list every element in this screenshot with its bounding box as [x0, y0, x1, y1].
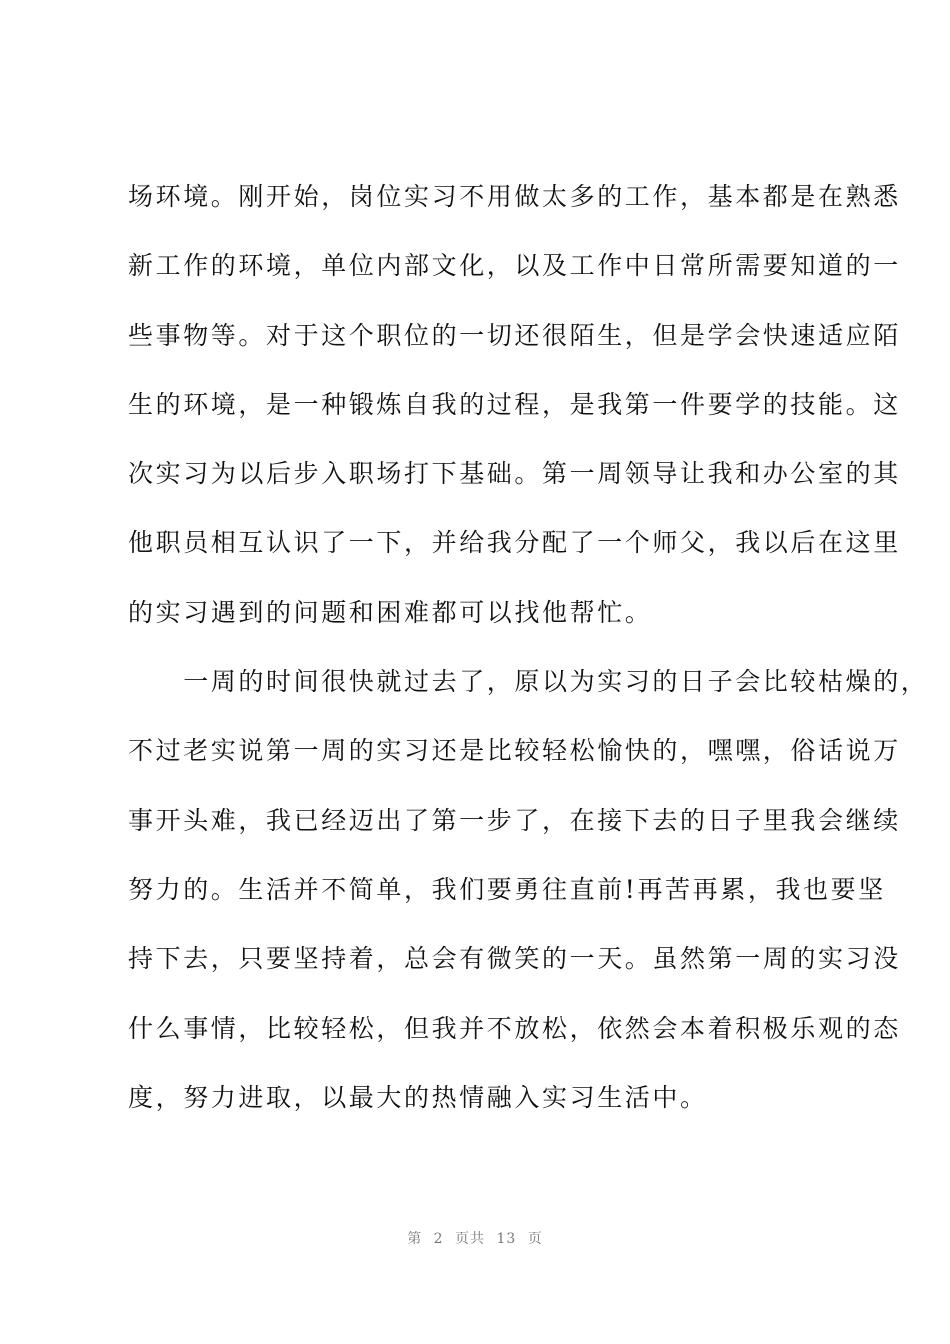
text-line: 他职员相互认识了一下，并给我分配了一个师父，我以后在这里 — [128, 528, 901, 558]
text-line: 些事物等。对于这个职位的一切还很陌生，但是学会快速适应陌 — [128, 320, 901, 350]
text-line: 不过老实说第一周的实习还是比较轻松愉快的，嘿嘿，俗话说万 — [128, 736, 901, 766]
text-line: 度，努力进取，以最大的热情融入实习生活中。 — [128, 1082, 708, 1112]
text-line: 的实习遇到的问题和困难都可以找他帮忙。 — [128, 597, 653, 627]
text-line: 次实习为以后步入职场打下基础。第一周领导让我和办公室的其 — [128, 459, 901, 489]
text-line: 持下去，只要坚持着，总会有微笑的一天。虽然第一周的实习没 — [128, 944, 901, 974]
text-line: 新工作的环境，单位内部文化，以及工作中日常所需要知道的一 — [128, 251, 901, 281]
text-line: 一周的时间很快就过去了，原以为实习的日子会比较枯燥的， — [128, 667, 929, 697]
text-line: 努力的。生活并不简单，我们要勇往直前!再苦再累，我也要坚 — [128, 874, 886, 904]
text-line: 什么事情，比较轻松，但我并不放松，依然会本着积极乐观的态 — [128, 1013, 901, 1043]
text-line: 事开头难，我已经迈出了第一步了，在接下去的日子里我会继续 — [128, 805, 901, 835]
text-line: 场环境。刚开始，岗位实习不用做太多的工作，基本都是在熟悉 — [128, 182, 901, 211]
body-text — [128, 172, 929, 1142]
page-number-footer: 第 2 页共 13 页 — [407, 1231, 543, 1247]
text-line: 生的环境，是一种锻炼自我的过程，是我第一件要学的技能。这 — [128, 389, 901, 419]
